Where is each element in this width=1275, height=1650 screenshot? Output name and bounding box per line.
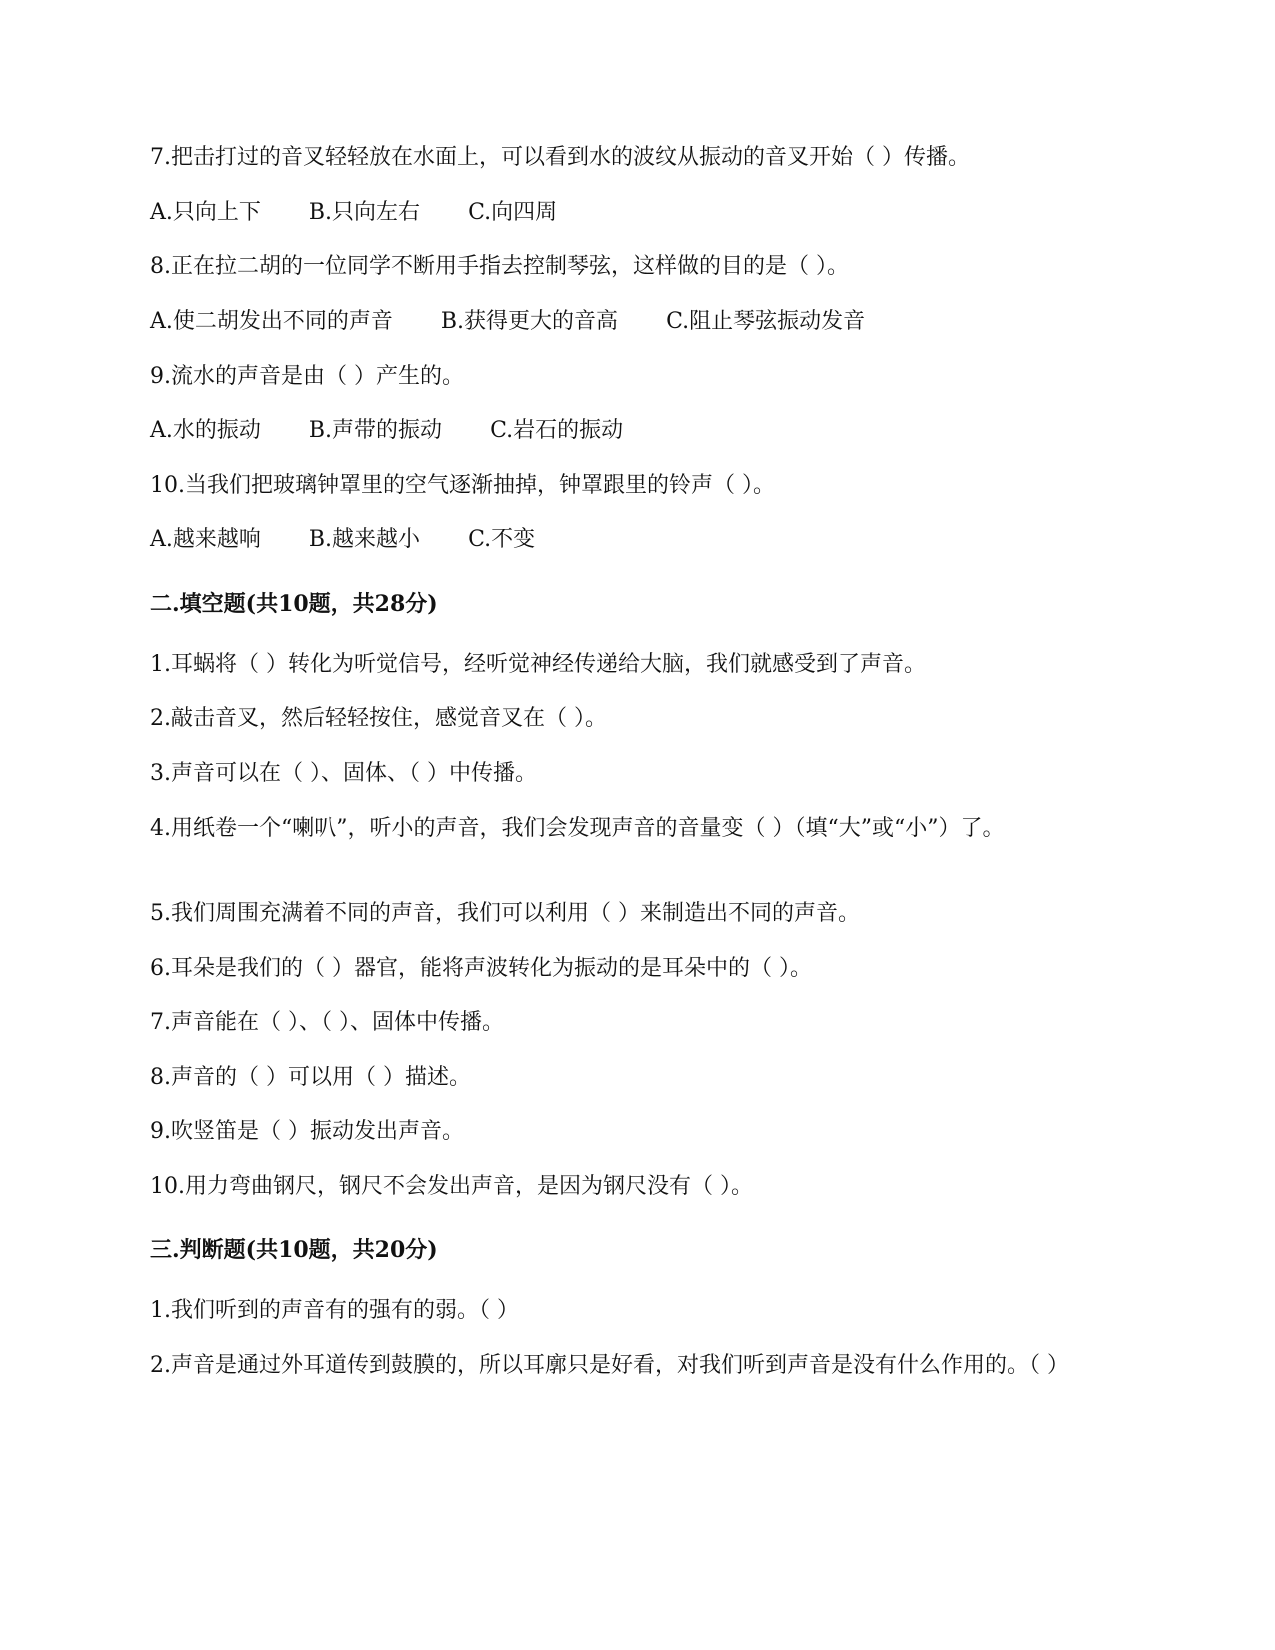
question-stem: 9.流水的声音是由（ ）产生的。	[150, 364, 464, 389]
option-a: A.只向上下	[150, 200, 261, 225]
question-options	[150, 416, 1130, 446]
option-a: A.使二胡发出不同的声音	[150, 309, 393, 334]
fill-item: 10.用力弯曲钢尺，钢尺不会发出声音，是因为钢尺没有（ ）。	[150, 1174, 753, 1199]
fill-item: 1.耳蜗将（ ）转化为听觉信号，经听觉神经传递给大脑，我们就感受到了声音。	[150, 652, 926, 677]
option-a: A.越来越响	[150, 527, 261, 552]
judge-item: 2.声音是通过外耳道传到鼓膜的，所以耳廓只是好看，对我们听到声音是没有什么作用的。（ ）	[150, 1353, 1069, 1378]
option-c: C.阻止琴弦振动发音	[666, 309, 866, 334]
option-c: C.不变	[468, 527, 536, 552]
fill-item: 4.用纸卷一个“喇叭”，听小的声音，我们会发现声音的音量变（ ）（填“大”或“小”）了。	[150, 816, 1005, 841]
option-b: B.声带的振动	[308, 418, 443, 443]
option-c: C.向四周	[468, 200, 558, 225]
fill-item: 8.声音的（ ）可以用（ ）描述。	[150, 1065, 471, 1090]
section-heading-judge: 三.判断题(共10题，共20分)	[150, 1237, 438, 1263]
option-a: A.水的振动	[150, 418, 261, 443]
fill-item: 7.声音能在（ ）、（ ）、固体中传播。	[150, 1010, 504, 1035]
fill-item: 5.我们周围充满着不同的声音，我们可以利用（ ）来制造出不同的声音。	[150, 901, 860, 926]
fill-item: 2.敲击音叉，然后轻轻按住，感觉音叉在（ ）。	[150, 706, 607, 731]
question-stem: 8.正在拉二胡的一位同学不断用手指去控制琴弦，这样做的目的是（ ）。	[150, 254, 849, 279]
question-options	[150, 307, 1130, 337]
exam-page	[150, 0, 1130, 1650]
judge-item: 1.我们听到的声音有的强有的弱。（ ）	[150, 1298, 519, 1323]
option-b: B.越来越小	[308, 527, 421, 552]
question-stem: 7.把击打过的音叉轻轻放在水面上，可以看到水的波纹从振动的音叉开始（ ）传播。	[150, 145, 970, 170]
option-b: B.只向左右	[308, 200, 421, 225]
option-c: C.岩石的振动	[490, 418, 624, 443]
fill-item: 6.耳朵是我们的（ ）器官，能将声波转化为振动的是耳朵中的（ ）。	[150, 956, 812, 981]
option-b: B.获得更大的音高	[440, 309, 619, 334]
question-options	[150, 198, 1130, 228]
question-stem: 10.当我们把玻璃钟罩里的空气逐渐抽掉，钟罩跟里的铃声（ ）。	[150, 473, 775, 498]
section-heading-fill: 二.填空题(共10题，共28分)	[150, 591, 438, 617]
question-options	[150, 525, 1130, 555]
fill-item: 3.声音可以在（ ）、固体、（ ）中传播。	[150, 761, 537, 786]
fill-item: 9.吹竖笛是（ ）振动发出声音。	[150, 1119, 464, 1144]
